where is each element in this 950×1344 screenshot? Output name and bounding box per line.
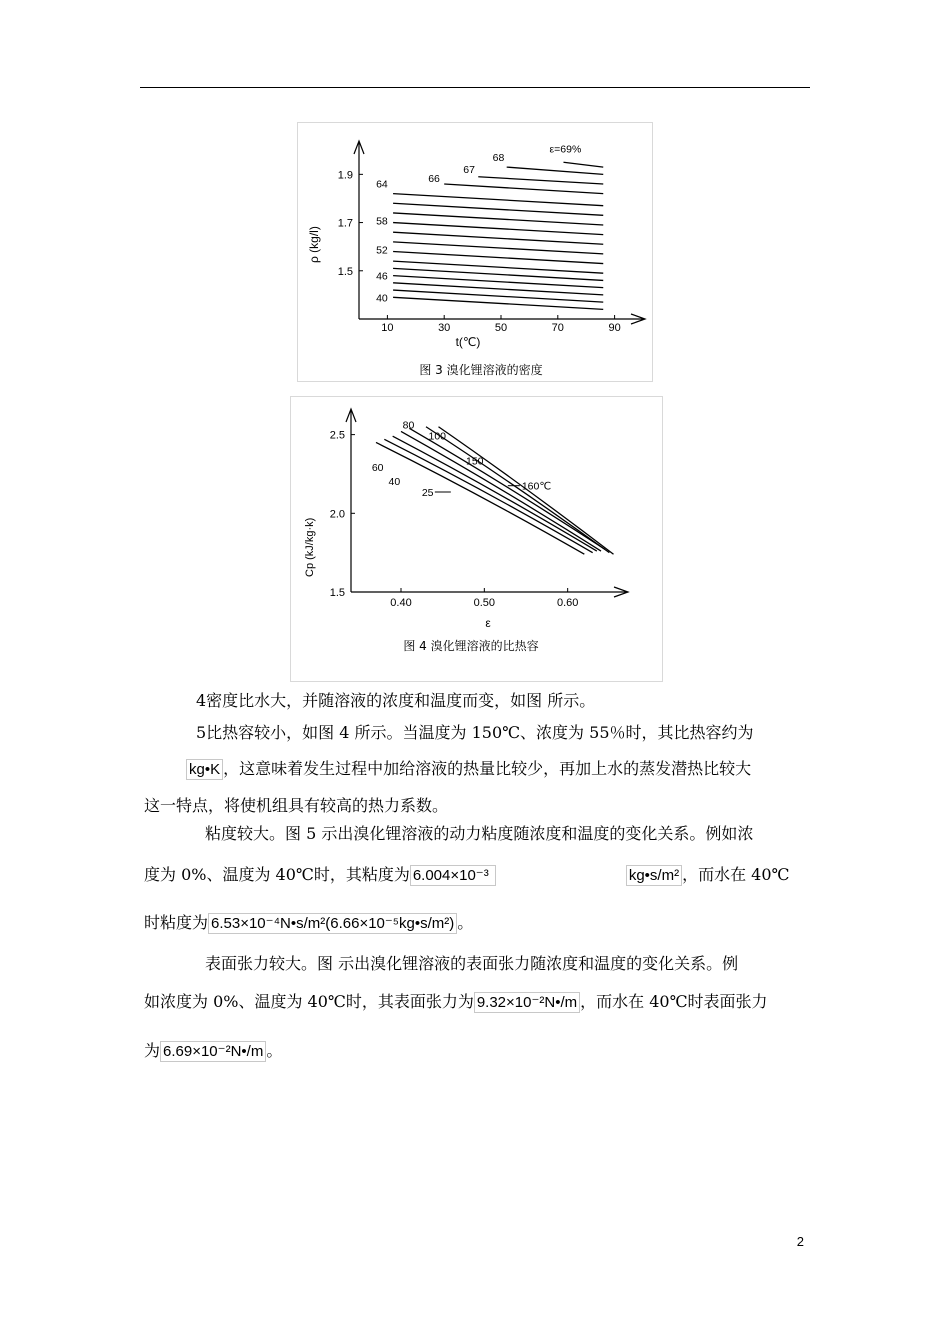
curve-label: 60 <box>371 461 384 474</box>
paragraph-viscosity: 粘度较大。图 5 示出溴化锂溶液的动力粘度随浓度和温度的变化关系。例如浓 <box>205 824 754 843</box>
text-run: 如浓度为 0%、温度为 40℃时，其表面张力为 <box>144 992 474 1011</box>
curve-label: ε=69% <box>549 143 582 156</box>
paragraph-surface-tension-value <box>144 991 768 1013</box>
y-tick-label: 2.5 <box>329 429 345 442</box>
x-tick-label: 10 <box>381 322 394 334</box>
paragraph-density: 4密度比水大，并随溶液的浓度和温度而变，如图 所示。 <box>196 691 596 710</box>
text-run: 时粘度为 <box>144 913 209 932</box>
density-curve-66 <box>444 184 603 194</box>
paragraph-water-viscosity <box>144 912 473 934</box>
page-number: 2 <box>796 1234 804 1249</box>
curve-label: 58 <box>376 215 388 228</box>
x-tick-label: 30 <box>438 322 451 334</box>
density-curve-44 <box>393 283 603 295</box>
y-tick-label: 1.5 <box>329 587 345 599</box>
x-tick-label: 0.60 <box>556 597 579 609</box>
density-curve-62 <box>393 203 603 215</box>
density-chart-svg <box>298 123 652 381</box>
curve-label: 46 <box>376 270 388 283</box>
viscosity-value-box: 6.004×10⁻³ <box>410 865 496 886</box>
y-tick-label: 2.0 <box>329 508 345 521</box>
x-axis-label: t(℃) <box>455 335 481 349</box>
viscosity-unit-box: kg•s/m² <box>626 865 682 886</box>
paragraph-specific-heat: 5比热容较小，如图 4 所示。当温度为 150℃、浓度为 55％时，其比热容约为 <box>196 723 754 742</box>
text-run: ，而水在 40℃时表面张力 <box>580 992 768 1011</box>
y-axis-label: Cp (kJ/kg·k) <box>304 517 316 577</box>
cp-curve-40 <box>384 439 592 552</box>
curve-label: 160℃ <box>521 480 552 493</box>
surface-tension-box: 9.32×10⁻²N•/m <box>474 992 580 1013</box>
y-tick-label: 1.7 <box>337 217 353 230</box>
x-tick-label: 0.50 <box>473 597 496 609</box>
density-curve-54 <box>393 242 603 254</box>
x-tick-label: 90 <box>608 322 621 334</box>
x-tick-label: 50 <box>494 322 508 334</box>
curve-label: 64 <box>376 178 388 191</box>
specific-heat-chart-svg <box>291 397 662 681</box>
curve-label: 52 <box>376 244 388 257</box>
figure-4-caption: 图 4 溴化锂溶液的比热容 <box>403 639 539 653</box>
curve-label: 67 <box>463 163 475 176</box>
text-run: 度为 0%、温度为 40℃时，其粘度为 <box>144 865 410 884</box>
x-tick-label: 70 <box>551 322 564 334</box>
water-viscosity-box: 6.53×10⁻⁴N•s/m²(6.66×10⁻⁵kg•s/m²) <box>208 913 457 934</box>
curve-label: 25 <box>421 486 434 499</box>
figure-4-specific-heat-chart <box>290 396 663 682</box>
paragraph-viscosity-value <box>144 864 789 886</box>
text-run: 。 <box>457 913 474 932</box>
curve-label: 40 <box>376 292 388 305</box>
curve-label: 150 <box>466 455 484 468</box>
curve-label: 40 <box>388 475 401 488</box>
text-run: 。 <box>266 1041 283 1060</box>
density-curve-60 <box>393 213 603 225</box>
curve-label: 66 <box>428 172 440 185</box>
paragraph-thermal-coefficient: 这一特点，将使机组具有较高的热力系数。 <box>144 796 449 815</box>
text-run: ，这意味着发生过程中加给溶液的热量比较少，再加上水的蒸发潜热比较大 <box>223 759 752 778</box>
curve-label: 68 <box>492 152 505 165</box>
density-curve-42 <box>393 290 603 302</box>
unit-box: kg•K <box>186 759 223 780</box>
paragraph-water-surface-tension <box>144 1040 282 1062</box>
water-surface-tension-box: 6.69×10⁻²N•/m <box>160 1041 266 1062</box>
density-curve-50 <box>393 261 603 273</box>
density-curve-68 <box>507 167 604 174</box>
density-curve-64 <box>393 194 603 206</box>
y-tick-label: 1.5 <box>337 265 353 278</box>
text-run: 为 <box>144 1041 161 1060</box>
density-curve-48 <box>393 268 603 280</box>
cp-curve-100 <box>409 428 605 549</box>
curve-label: 80 <box>402 419 415 432</box>
density-curve-40 <box>393 297 603 309</box>
figure-3-density-chart <box>297 122 653 382</box>
figure-3-caption: 图 3 溴化锂溶液的密度 <box>419 363 543 377</box>
density-curve-58 <box>393 223 603 235</box>
density-curve-69 <box>563 162 603 167</box>
y-axis-label: ρ (kg/l) <box>307 226 321 263</box>
density-curve-67 <box>478 177 603 184</box>
header-rule <box>140 87 810 88</box>
curve-label: 100 <box>428 430 447 443</box>
paragraph-specific-heat-cont <box>186 758 751 780</box>
density-curve-46 <box>393 276 603 288</box>
x-tick-label: 0.40 <box>390 597 412 609</box>
text-run: ，而水在 40℃ <box>682 865 790 884</box>
density-curve-52 <box>393 251 603 263</box>
x-axis-label: ε <box>485 616 491 630</box>
y-tick-label: 1.9 <box>337 169 353 182</box>
density-curve-56 <box>393 232 603 244</box>
paragraph-surface-tension: 表面张力较大。图 示出溴化锂溶液的表面张力随浓度和温度的变化关系。例 <box>205 954 739 973</box>
